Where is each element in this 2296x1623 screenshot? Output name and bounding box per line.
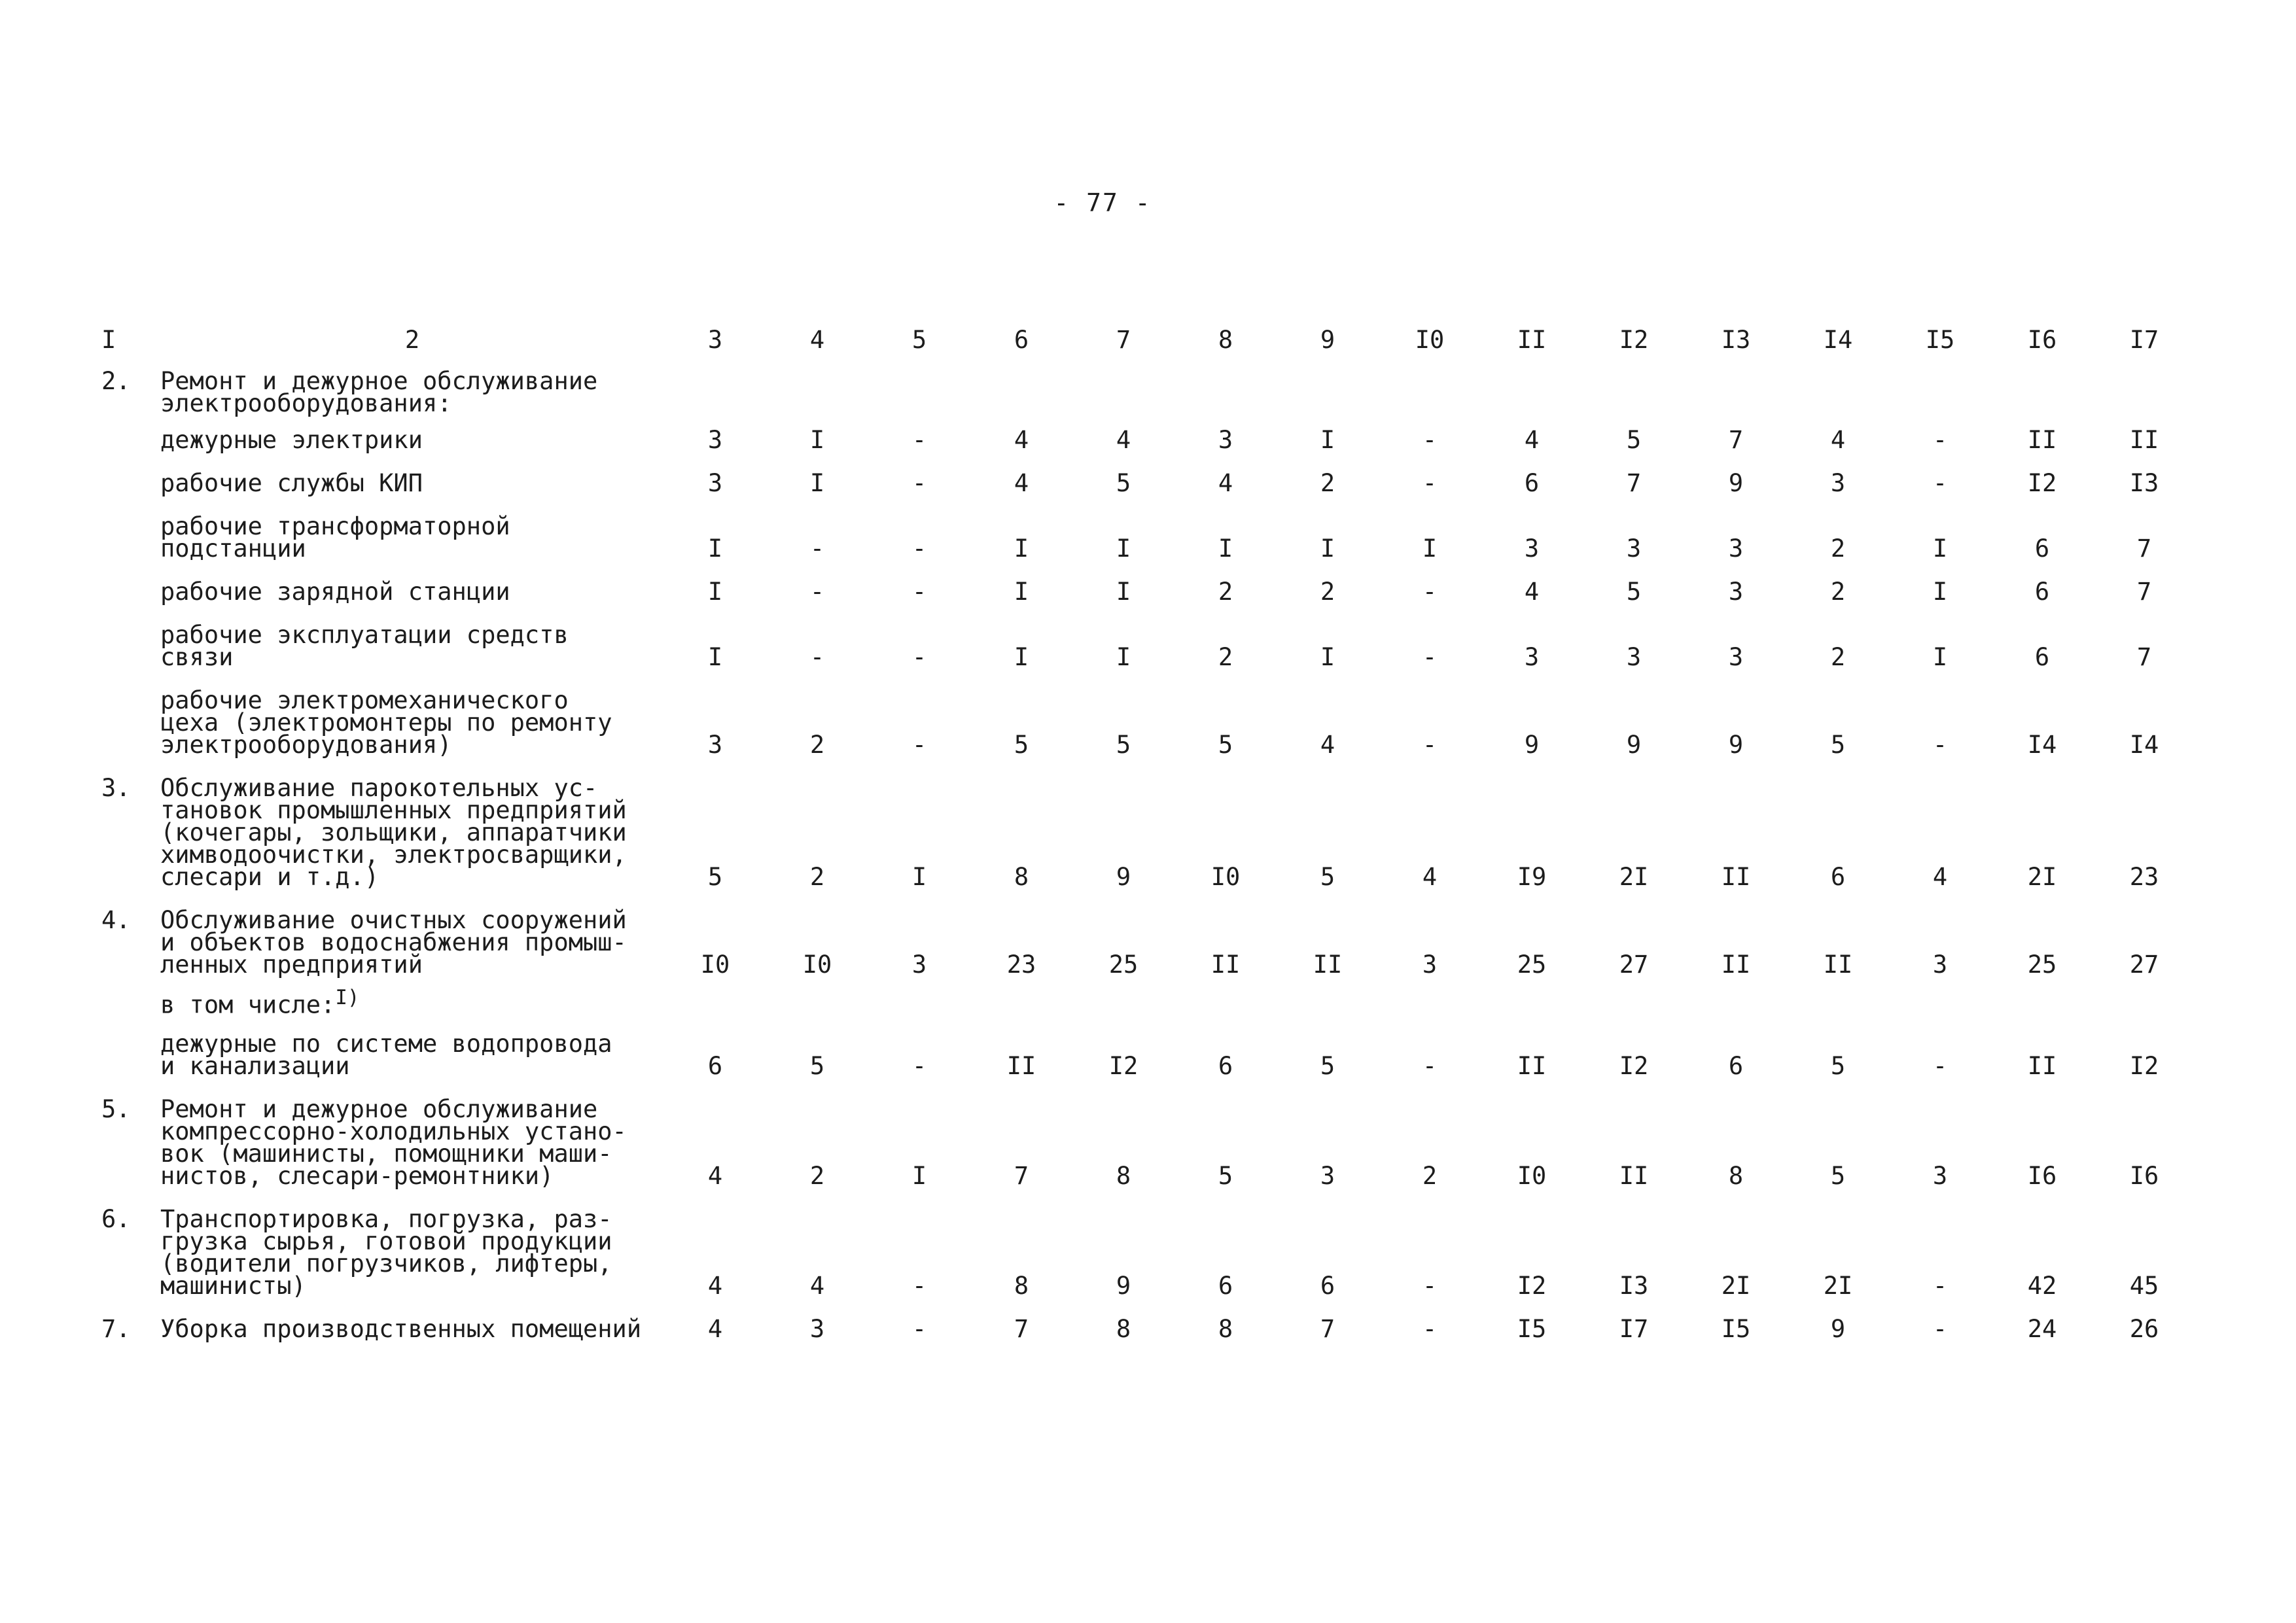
- value-cell: 5: [1320, 1052, 1335, 1081]
- value-cell: 3: [1932, 951, 1948, 979]
- value-cell: I: [707, 643, 723, 671]
- table-row: [101, 1304, 2195, 1347]
- table-row: [101, 1019, 2195, 1084]
- table-row: [101, 458, 2195, 501]
- column-header-10: I0: [1415, 326, 1445, 354]
- value-cell: 2: [1422, 1162, 1438, 1191]
- value-cell: I: [1320, 534, 1335, 563]
- value-cell: 3: [911, 951, 927, 979]
- column-header-17: I7: [2129, 326, 2159, 354]
- value-cell: I: [1932, 534, 1948, 563]
- value-cell: I9: [1517, 863, 1547, 891]
- value-cell: 9: [1830, 1315, 1846, 1344]
- empty-cell: [664, 366, 766, 415]
- value-cell: 5: [1626, 578, 1642, 606]
- value-cell: [1481, 983, 1583, 1019]
- value-cell: 4: [1932, 863, 1948, 891]
- value-cell: 2: [1830, 534, 1846, 563]
- section-number: [101, 567, 160, 610]
- value-cell: 9: [1116, 1272, 1131, 1300]
- value-cell: 3: [1320, 1162, 1335, 1191]
- value-cell: 2: [1830, 643, 1846, 671]
- value-cell: 6: [2034, 534, 2050, 563]
- value-cell: 4: [707, 1272, 723, 1300]
- value-cell: 4: [1422, 863, 1438, 891]
- value-cell: I: [911, 863, 927, 891]
- value-cell: 25: [2027, 951, 2057, 979]
- value-cell: 8: [1014, 863, 1029, 891]
- staffing-table: [101, 314, 2195, 1347]
- value-cell: 3: [1728, 534, 1744, 563]
- value-cell: [1991, 983, 2093, 1019]
- value-cell: I4: [2027, 731, 2057, 759]
- value-cell: -: [1422, 1315, 1438, 1344]
- value-cell: I: [1116, 643, 1131, 671]
- value-cell: [1072, 983, 1174, 1019]
- value-cell: -: [911, 731, 927, 759]
- value-cell: 8: [1728, 1162, 1744, 1191]
- value-cell: 2I: [1619, 863, 1649, 891]
- value-cell: [1379, 983, 1481, 1019]
- value-cell: 27: [2129, 951, 2159, 979]
- table-row: [101, 567, 2195, 610]
- empty-cell: [766, 366, 868, 415]
- column-header-5: 5: [911, 326, 927, 354]
- value-cell: [868, 983, 970, 1019]
- value-cell: 5: [1830, 731, 1846, 759]
- row-label: рабочие электромеханического цеха (электромонтеры по ремонту электрооборудования): [160, 686, 612, 759]
- value-cell: -: [911, 469, 927, 497]
- value-cell: 5: [707, 863, 723, 891]
- value-cell: 2I: [1823, 1272, 1853, 1300]
- section-title-row: [101, 366, 2195, 415]
- value-cell: -: [1422, 578, 1438, 606]
- value-cell: -: [1422, 1052, 1438, 1081]
- value-cell: -: [1422, 1272, 1438, 1300]
- value-cell: 5: [1014, 731, 1029, 759]
- value-cell: 8: [1116, 1162, 1131, 1191]
- value-cell: 26: [2129, 1315, 2159, 1344]
- section-number: 4.: [101, 906, 131, 934]
- value-cell: 5: [1218, 1162, 1233, 1191]
- column-header-3: 3: [707, 326, 723, 354]
- value-cell: 4: [1524, 426, 1540, 454]
- value-cell: -: [1422, 643, 1438, 671]
- value-cell: 7: [1626, 469, 1642, 497]
- value-cell: [1889, 983, 1991, 1019]
- empty-cell: [868, 366, 970, 415]
- value-cell: -: [1932, 1052, 1948, 1081]
- value-cell: 42: [2027, 1272, 2057, 1300]
- row-label: Уборка производственных помещений: [160, 1315, 642, 1344]
- value-cell: 25: [1108, 951, 1139, 979]
- value-cell: 7: [2136, 578, 2152, 606]
- table-row: [101, 1194, 2195, 1304]
- value-cell: I: [1932, 578, 1948, 606]
- value-cell: 24: [2027, 1315, 2057, 1344]
- value-cell: 4: [1014, 426, 1029, 454]
- value-cell: I: [809, 469, 825, 497]
- value-cell: 5: [1218, 731, 1233, 759]
- empty-cell: [1174, 366, 1277, 415]
- value-cell: 2: [1320, 578, 1335, 606]
- value-cell: 2: [1218, 578, 1233, 606]
- value-cell: 2: [809, 1162, 825, 1191]
- value-cell: 3: [1932, 1162, 1948, 1191]
- value-cell: 25: [1517, 951, 1547, 979]
- row-label: рабочие эксплуатации средств связи: [160, 621, 569, 671]
- value-cell: 2I: [2027, 863, 2057, 891]
- column-header-9: 9: [1320, 326, 1335, 354]
- value-cell: 2: [809, 731, 825, 759]
- empty-cell: [1481, 366, 1583, 415]
- section-number: 2.: [101, 367, 131, 395]
- value-cell: -: [911, 578, 927, 606]
- value-cell: -: [1422, 426, 1438, 454]
- value-cell: 9: [1524, 731, 1540, 759]
- value-cell: [766, 983, 868, 1019]
- section-number: [101, 675, 160, 763]
- value-cell: -: [809, 534, 825, 563]
- value-cell: 3: [1830, 469, 1846, 497]
- value-cell: -: [1932, 426, 1948, 454]
- empty-cell: [1787, 366, 1889, 415]
- value-cell: -: [809, 643, 825, 671]
- value-cell: -: [1932, 1315, 1948, 1344]
- value-cell: 6: [1218, 1052, 1233, 1081]
- section-number: 6.: [101, 1205, 131, 1234]
- value-cell: -: [911, 1052, 927, 1081]
- value-cell: -: [911, 426, 927, 454]
- row-label: дежурные электрики: [160, 426, 423, 454]
- value-cell: 4: [1524, 578, 1540, 606]
- value-cell: I6: [2129, 1162, 2159, 1191]
- value-cell: I: [1116, 534, 1131, 563]
- value-cell: -: [1932, 469, 1948, 497]
- value-cell: I6: [2027, 1162, 2057, 1191]
- empty-cell: [1685, 366, 1787, 415]
- value-cell: 6: [1524, 469, 1540, 497]
- value-cell: I: [1320, 643, 1335, 671]
- value-cell: II: [1721, 951, 1751, 979]
- section-number: [101, 610, 160, 675]
- value-cell: 5: [809, 1052, 825, 1081]
- footnote-marker: I): [335, 986, 360, 1009]
- column-header-7: 7: [1116, 326, 1131, 354]
- value-cell: I0: [700, 951, 730, 979]
- section-number: 3.: [101, 774, 131, 802]
- value-cell: 6: [2034, 643, 2050, 671]
- value-cell: I3: [1619, 1272, 1649, 1300]
- value-cell: [970, 983, 1072, 1019]
- value-cell: 4: [1830, 426, 1846, 454]
- value-cell: 5: [1320, 863, 1335, 891]
- value-cell: 3: [707, 426, 723, 454]
- value-cell: [664, 983, 766, 1019]
- value-cell: 3: [1626, 643, 1642, 671]
- value-cell: 4: [1116, 426, 1131, 454]
- value-cell: I2: [2027, 469, 2057, 497]
- column-header-6: 6: [1014, 326, 1029, 354]
- value-cell: 7: [1014, 1315, 1029, 1344]
- value-cell: 45: [2129, 1272, 2159, 1300]
- value-cell: II: [1210, 951, 1241, 979]
- value-cell: 4: [809, 1272, 825, 1300]
- value-cell: 3: [1728, 578, 1744, 606]
- value-cell: [1583, 983, 1685, 1019]
- value-cell: 3: [1422, 951, 1438, 979]
- empty-cell: [1991, 366, 2093, 415]
- value-cell: 4: [707, 1315, 723, 1344]
- value-cell: II: [1619, 1162, 1649, 1191]
- value-cell: 2: [1320, 469, 1335, 497]
- value-cell: 9: [1728, 469, 1744, 497]
- value-cell: 2: [1218, 643, 1233, 671]
- table-row: [101, 895, 2195, 983]
- value-cell: I0: [1210, 863, 1241, 891]
- value-cell: 2: [1830, 578, 1846, 606]
- value-cell: 6: [1830, 863, 1846, 891]
- value-cell: 9: [1626, 731, 1642, 759]
- value-cell: 3: [1218, 426, 1233, 454]
- value-cell: I5: [1517, 1315, 1547, 1344]
- value-cell: 4: [1320, 731, 1335, 759]
- column-header-12: I2: [1619, 326, 1649, 354]
- value-cell: I: [1932, 643, 1948, 671]
- value-cell: [1685, 983, 1787, 1019]
- value-cell: 9: [1116, 863, 1131, 891]
- value-cell: 3: [1524, 643, 1540, 671]
- section-number: [101, 1019, 160, 1084]
- value-cell: I: [809, 426, 825, 454]
- value-cell: 6: [707, 1052, 723, 1081]
- section-number: [101, 458, 160, 501]
- column-header-11: II: [1517, 326, 1547, 354]
- value-cell: [1787, 983, 1889, 1019]
- value-cell: [1174, 983, 1277, 1019]
- value-cell: [2093, 983, 2195, 1019]
- row-label: рабочие зарядной станции: [160, 578, 510, 606]
- value-cell: I: [1014, 643, 1029, 671]
- value-cell: -: [809, 578, 825, 606]
- value-cell: 4: [1014, 469, 1029, 497]
- value-cell: I: [911, 1162, 927, 1191]
- section-number: [101, 501, 160, 567]
- value-cell: 23: [2129, 863, 2159, 891]
- value-cell: II: [2129, 426, 2159, 454]
- section-number: 5.: [101, 1095, 131, 1124]
- value-cell: 7: [2136, 643, 2152, 671]
- value-cell: 5: [1116, 469, 1131, 497]
- row-label: Транспортировка, погрузка, раз- грузка сырья, готовой продукции (водители погрузчиков, лифтеры, машинисты): [160, 1205, 612, 1300]
- row-label: Обслуживание очистных сооружений и объектов водоснабжения промыш- ленных предприятий: [160, 906, 627, 979]
- value-cell: 3: [809, 1315, 825, 1344]
- value-cell: 8: [1116, 1315, 1131, 1344]
- value-cell: 6: [1728, 1052, 1744, 1081]
- table-row: [101, 763, 2195, 895]
- empty-cell: [2093, 366, 2195, 415]
- value-cell: II: [1823, 951, 1853, 979]
- value-cell: II: [1313, 951, 1343, 979]
- value-cell: I5: [1721, 1315, 1751, 1344]
- value-cell: 9: [1728, 731, 1744, 759]
- value-cell: -: [1932, 1272, 1948, 1300]
- value-cell: 4: [1218, 469, 1233, 497]
- value-cell: -: [911, 643, 927, 671]
- empty-cell: [1072, 366, 1174, 415]
- table-row: [101, 415, 2195, 458]
- value-cell: I: [1422, 534, 1438, 563]
- empty-cell: [970, 366, 1072, 415]
- value-cell: II: [1517, 1052, 1547, 1081]
- page-number: - 77 -: [1053, 188, 1152, 217]
- value-cell: 8: [1014, 1272, 1029, 1300]
- value-cell: 7: [1728, 426, 1744, 454]
- value-cell: -: [911, 1272, 927, 1300]
- row-label: в том числе:$^{I)}$: [160, 986, 360, 1019]
- value-cell: 23: [1006, 951, 1036, 979]
- value-cell: II: [1006, 1052, 1036, 1081]
- table-row: [101, 675, 2195, 763]
- value-cell: 5: [1830, 1162, 1846, 1191]
- section-number: 7.: [101, 1315, 131, 1344]
- table-row: [101, 983, 2195, 1019]
- value-cell: I0: [1517, 1162, 1547, 1191]
- row-label: Ремонт и дежурное обслуживание компрессорно-холодильных устано- вок (машинисты, помощники маши- нистов, слесари-ремонтники): [160, 1095, 627, 1191]
- value-cell: II: [2027, 1052, 2057, 1081]
- column-header-8: 8: [1218, 326, 1233, 354]
- value-cell: 3: [1524, 534, 1540, 563]
- row-label: Обслуживание парокотельных ус- тановок промышленных предприятий (кочегары, зольщики, аппаратчики химводоочистки, электросварщики, слесари и т.д.): [160, 774, 627, 891]
- value-cell: I4: [2129, 731, 2159, 759]
- table-body: [101, 314, 2195, 1347]
- value-cell: -: [1932, 731, 1948, 759]
- column-header-row: [101, 314, 2195, 366]
- value-cell: 7: [2136, 534, 2152, 563]
- column-header-13: I3: [1721, 326, 1751, 354]
- empty-cell: [1583, 366, 1685, 415]
- value-cell: 7: [1320, 1315, 1335, 1344]
- value-cell: 5: [1830, 1052, 1846, 1081]
- value-cell: I3: [2129, 469, 2159, 497]
- value-cell: II: [1721, 863, 1751, 891]
- value-cell: 3: [707, 469, 723, 497]
- empty-cell: [1889, 366, 1991, 415]
- value-cell: 5: [1116, 731, 1131, 759]
- value-cell: I: [1014, 578, 1029, 606]
- column-header-16: I6: [2027, 326, 2057, 354]
- row-label: рабочие службы КИП: [160, 469, 423, 497]
- value-cell: 4: [707, 1162, 723, 1191]
- value-cell: II: [2027, 426, 2057, 454]
- value-cell: I2: [2129, 1052, 2159, 1081]
- value-cell: 3: [707, 731, 723, 759]
- value-cell: I: [1218, 534, 1233, 563]
- column-header-4: 4: [809, 326, 825, 354]
- value-cell: 27: [1619, 951, 1649, 979]
- value-cell: 6: [1218, 1272, 1233, 1300]
- value-cell: 6: [1320, 1272, 1335, 1300]
- row-label: дежурные по системе водопровода и канализации: [160, 1030, 612, 1081]
- value-cell: I: [707, 578, 723, 606]
- value-cell: I: [707, 534, 723, 563]
- value-cell: 6: [2034, 578, 2050, 606]
- column-header-2: 2: [404, 326, 420, 354]
- value-cell: I: [1116, 578, 1131, 606]
- value-cell: I2: [1108, 1052, 1139, 1081]
- value-cell: 3: [1626, 534, 1642, 563]
- table-row: [101, 501, 2195, 567]
- value-cell: 2: [809, 863, 825, 891]
- value-cell: -: [1422, 469, 1438, 497]
- value-cell: [1277, 983, 1379, 1019]
- value-cell: I7: [1619, 1315, 1649, 1344]
- value-cell: -: [911, 534, 927, 563]
- value-cell: I2: [1517, 1272, 1547, 1300]
- column-header-15: I5: [1925, 326, 1955, 354]
- value-cell: I2: [1619, 1052, 1649, 1081]
- value-cell: I0: [802, 951, 832, 979]
- empty-cell: [1277, 366, 1379, 415]
- section-number: [101, 415, 160, 458]
- section-number: [101, 983, 160, 1019]
- value-cell: I: [1320, 426, 1335, 454]
- column-header-1: I: [101, 326, 116, 354]
- value-cell: 7: [1014, 1162, 1029, 1191]
- value-cell: 2I: [1721, 1272, 1751, 1300]
- column-header-14: I4: [1823, 326, 1853, 354]
- value-cell: 8: [1218, 1315, 1233, 1344]
- row-label: рабочие трансформаторной подстанции: [160, 512, 510, 563]
- value-cell: I: [1014, 534, 1029, 563]
- empty-cell: [1379, 366, 1481, 415]
- table-row: [101, 610, 2195, 675]
- value-cell: 3: [1728, 643, 1744, 671]
- value-cell: -: [1422, 731, 1438, 759]
- value-cell: -: [911, 1315, 927, 1344]
- section-title: Ремонт и дежурное обслуживание электрооборудования:: [160, 367, 598, 417]
- table-row: [101, 1084, 2195, 1194]
- value-cell: 5: [1626, 426, 1642, 454]
